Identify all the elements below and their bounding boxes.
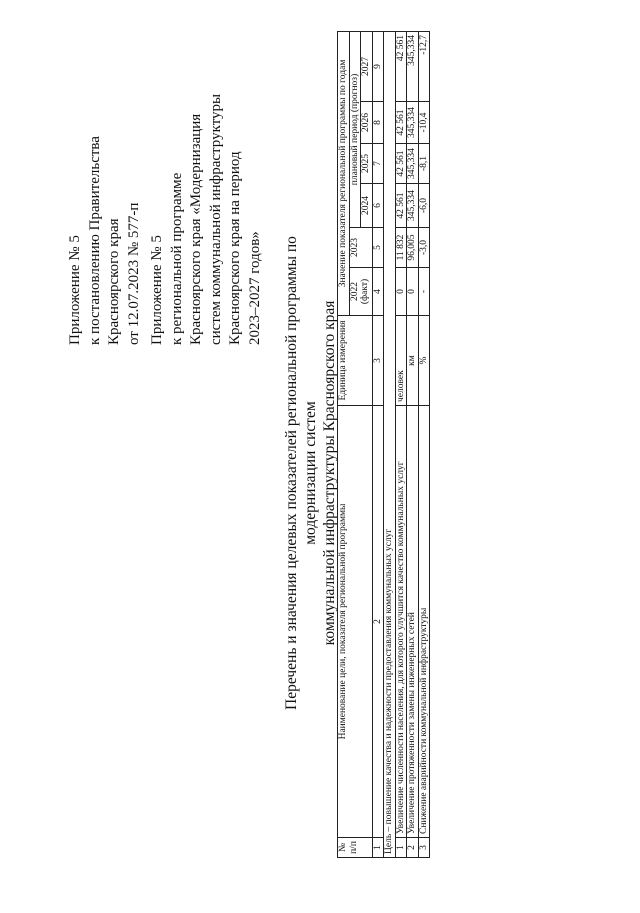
header-line: систем коммунальной инфраструктуры — [207, 93, 224, 345]
row-value-2022: 0 — [407, 268, 419, 316]
header-line: к постановлению Правительства — [86, 136, 103, 345]
title-line: коммунальной инфраструктуры Красноярского края — [321, 300, 338, 646]
row-value-2025: 42 561 — [395, 144, 407, 184]
row-value-2022: 0 — [395, 268, 407, 316]
col-number: 9 — [372, 31, 384, 101]
row-value-2025: -8,1 — [418, 144, 430, 184]
header-line: Красноярского края «Модернизация — [188, 113, 204, 345]
row-value-2023: 11 832 — [395, 228, 407, 268]
row-unit: человек — [395, 316, 407, 406]
row-name: Увеличение протяженности замены инженерных сетей — [407, 406, 419, 838]
row-value-2026: 345,334 — [407, 102, 419, 144]
header-line: к региональной программе — [168, 172, 185, 345]
row-num: 3 — [418, 838, 430, 858]
row-value-2027: -12,7 — [418, 31, 430, 101]
column-number-row — [372, 31, 384, 857]
header-unit: Единица измерения — [338, 316, 373, 406]
row-value-2023: 96,005 — [407, 228, 419, 268]
col-number: 7 — [372, 144, 384, 184]
header-year-2027: 2027 — [361, 31, 373, 101]
header-plan-period: плановый период (прогноз) — [349, 31, 361, 227]
row-num: 2 — [407, 838, 419, 858]
col-number: 1 — [372, 838, 384, 858]
document-title — [282, 193, 339, 753]
header-num: № п/п — [338, 838, 373, 858]
header-line: Красноярского края на период — [227, 151, 243, 345]
header-year-2025: 2025 — [361, 144, 373, 184]
row-value-2027: 42 561 — [395, 31, 407, 101]
header-year-2024: 2024 — [361, 184, 373, 228]
row-value-2025: 345,334 — [407, 144, 419, 184]
row-name: Снижение аварийности коммунальной инфраструктуры — [418, 406, 430, 838]
header-line: Красноярского края — [106, 218, 122, 345]
row-unit: км — [407, 316, 419, 406]
row-name: Увеличение численности населения, для которого улучшится качество коммунальных услуг — [395, 406, 407, 838]
col-number: 6 — [372, 184, 384, 228]
header-values-group: Значение показателя региональной программы по годам — [338, 31, 350, 315]
row-value-2023: -3,0 — [418, 228, 430, 268]
col-number: 2 — [372, 406, 384, 838]
header-line: Приложение № 5 — [67, 235, 83, 345]
row-value-2027: 345,334 — [407, 31, 419, 101]
header-year-2023: 2023 — [349, 228, 372, 268]
row-value-2022: - — [418, 268, 430, 316]
header-line: Приложение № 5 — [149, 235, 165, 345]
header-name: Наименование цели, показателя региональной программы — [338, 406, 373, 838]
row-value-2026: -10,4 — [418, 102, 430, 144]
row-unit: % — [418, 316, 430, 406]
goal-text: Цель – повышение качества и надежности предоставления коммунальных услуг — [384, 31, 396, 857]
col-number: 4 — [372, 268, 384, 316]
table-row — [418, 31, 430, 857]
indicators-table — [337, 31, 430, 858]
col-number: 5 — [372, 228, 384, 268]
row-value-2024: 42 561 — [395, 184, 407, 228]
header-year-2026: 2026 — [361, 102, 373, 144]
program-header — [148, 94, 265, 345]
col-number: 8 — [372, 102, 384, 144]
row-value-2026: 42 561 — [395, 102, 407, 144]
header-line: от 12.07.2023 № 577-п — [125, 202, 142, 345]
table-row — [407, 31, 419, 857]
appendix-header — [66, 136, 144, 345]
row-value-2024: 345,334 — [407, 184, 419, 228]
row-num: 1 — [395, 838, 407, 858]
row-value-2024: -6,0 — [418, 184, 430, 228]
table-row — [395, 31, 407, 857]
goal-row — [384, 31, 396, 857]
title-line: Перечень и значения целевых показателей региональной программы по модернизации систем — [283, 236, 319, 710]
header-year-2022: 2022 (факт) — [349, 268, 372, 316]
header-line: 2023–2027 годов» — [246, 231, 263, 345]
col-number: 3 — [372, 316, 384, 406]
